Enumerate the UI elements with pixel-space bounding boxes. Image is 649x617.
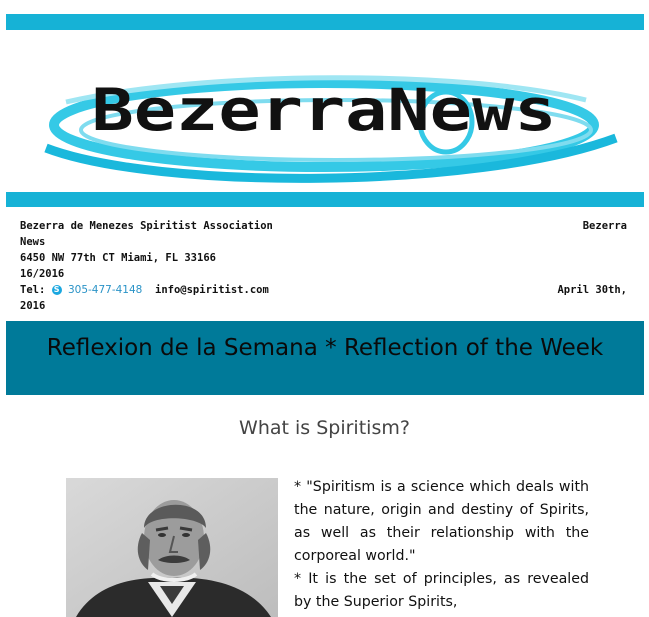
portrait-engraving-icon	[66, 478, 278, 617]
issue-date: April 30th,	[557, 284, 627, 296]
top-accent-bar	[6, 14, 644, 30]
bezerranews-logo	[6, 30, 644, 192]
address: 6450 NW 77th CT Miami, FL 33166	[20, 252, 216, 264]
middle-accent-bar	[6, 192, 644, 207]
reflection-banner	[6, 321, 644, 395]
org-name: Bezerra de Menezes Spiritist Association	[20, 220, 273, 232]
logo-text: BezerraNews	[91, 76, 557, 144]
email-address[interactable]: info@spiritist.com	[155, 284, 269, 296]
section-title: What is Spiritism?	[239, 417, 410, 439]
date-cont: 2016	[20, 300, 46, 312]
contact-line	[20, 282, 273, 298]
banner-title: Reflexion de la Semana * Reflection of the Week	[46, 335, 604, 361]
phone-link[interactable]: 305-477-4148	[67, 284, 143, 296]
skype-icon: S	[52, 285, 62, 295]
body-text	[294, 476, 589, 614]
tel-label: Tel:	[20, 284, 46, 296]
body-paragraph: * "Spiritism is a science which deals with the nature, origin and destiny of Spirits, as well as their relationship with the corporeal world."	[294, 479, 589, 564]
body-paragraph: * It is the set of principles, as revealed by the Superior Spirits,	[294, 571, 589, 610]
publication-name-cont: News	[20, 236, 46, 248]
issue-date-cont: 16/2016	[20, 268, 65, 280]
publication-name: Bezerra	[582, 220, 627, 232]
